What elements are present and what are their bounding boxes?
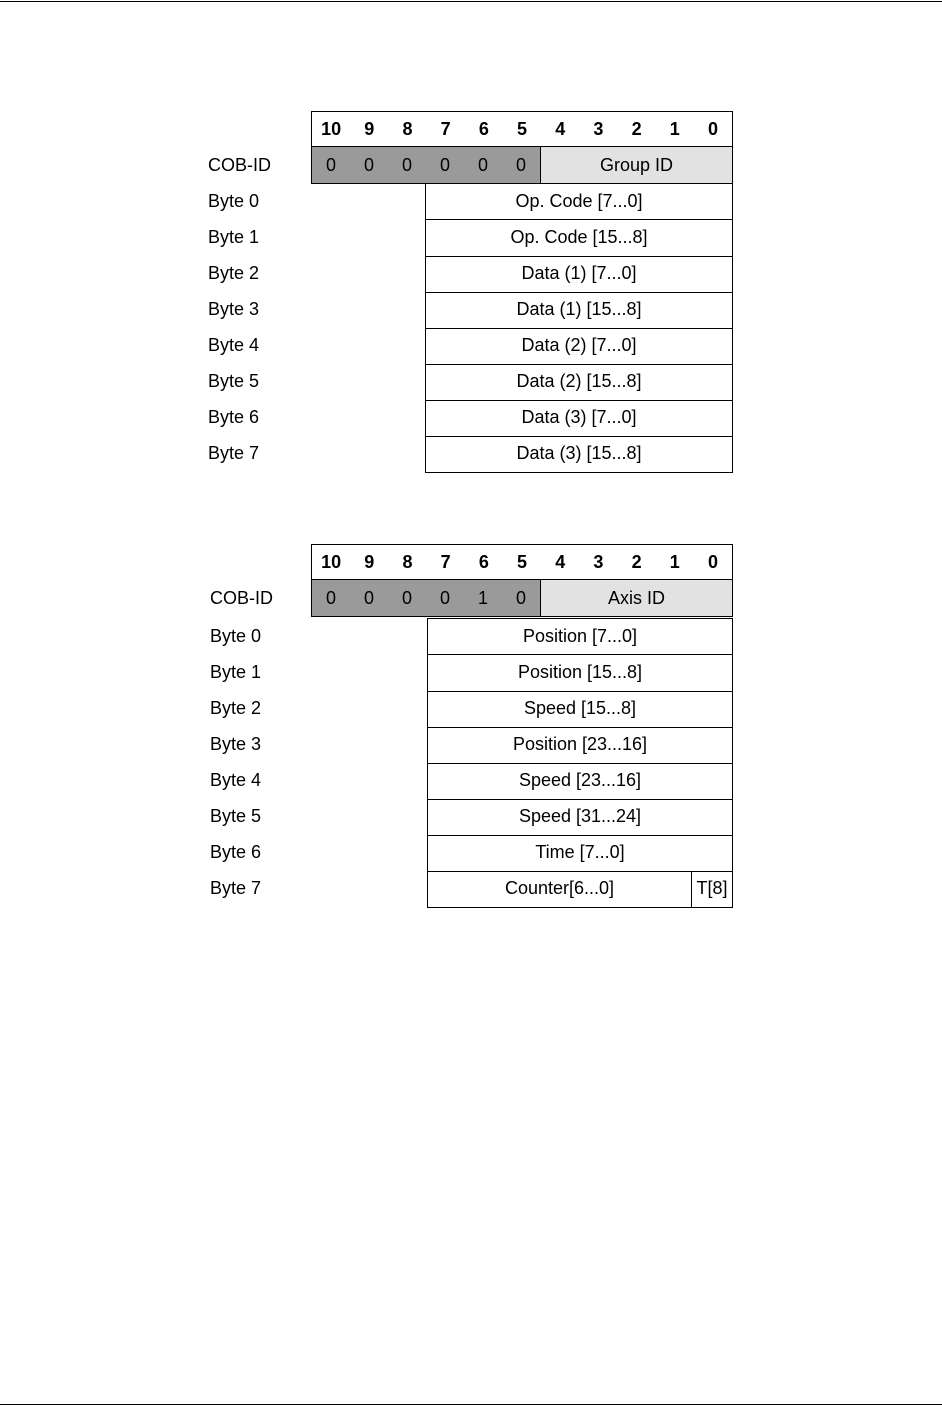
bit-1: 1 xyxy=(669,552,680,572)
bit-9: 9 xyxy=(364,552,375,572)
top-rule xyxy=(0,1,942,2)
byte-cell: Op. Code [7...0] xyxy=(425,183,733,220)
bit-8: 8 xyxy=(402,552,413,572)
byte-label: Byte 6 xyxy=(210,842,262,862)
byte-cell: Speed [15...8] xyxy=(427,691,733,728)
axis-id-field: Axis ID xyxy=(541,580,732,616)
byte-label: Byte 2 xyxy=(208,263,260,283)
byte-cell: Data (3) [7...0] xyxy=(425,400,733,437)
byte-label: Byte 1 xyxy=(208,227,260,247)
byte-cell: Op. Code [15...8] xyxy=(425,220,733,257)
byte-label: Byte 7 xyxy=(210,878,262,898)
bit-2: 2 xyxy=(631,552,642,572)
bit-6: 6 xyxy=(478,119,489,139)
byte-cell: Data (1) [7...0] xyxy=(425,256,733,293)
byte-cell: Speed [31...24] xyxy=(427,799,733,836)
bit-4: 4 xyxy=(555,552,566,572)
byte-cell: Time [7...0] xyxy=(427,835,733,872)
cob-id-label: COB-ID xyxy=(210,588,273,608)
byte-cell: Speed [23...16] xyxy=(427,763,733,800)
byte-label: Byte 5 xyxy=(210,806,262,826)
cob-id-bits xyxy=(311,580,733,617)
bit-4: 4 xyxy=(555,119,566,139)
bit-10: 10 xyxy=(321,119,342,139)
bit-9: 9 xyxy=(364,119,375,139)
cob-bit: 0 xyxy=(502,147,541,183)
bit-5: 5 xyxy=(517,552,528,572)
byte-cell: Position [15...8] xyxy=(427,655,733,692)
bit-7: 7 xyxy=(440,552,451,572)
byte-label: Byte 5 xyxy=(208,371,260,391)
counter-field: Counter[6...0] xyxy=(428,871,692,907)
byte-label: Byte 0 xyxy=(210,626,262,646)
byte-cell: Position [23...16] xyxy=(427,727,733,764)
cob-bit: 0 xyxy=(312,147,350,183)
cob-bit: 0 xyxy=(426,147,464,183)
bit-number-header xyxy=(311,544,733,580)
cob-bit: 0 xyxy=(426,580,464,616)
byte-label: Byte 1 xyxy=(210,662,262,682)
cob-bit: 0 xyxy=(312,580,350,616)
cob-bit: 0 xyxy=(388,580,426,616)
byte-cell: Position [7...0] xyxy=(427,618,733,655)
bit-0: 0 xyxy=(707,552,718,572)
byte-label: Byte 4 xyxy=(210,770,262,790)
cob-bit: 0 xyxy=(350,147,388,183)
bit-3: 3 xyxy=(593,552,604,572)
byte-label: Byte 7 xyxy=(208,443,260,463)
byte-cell-split xyxy=(427,871,733,908)
bit-number-header xyxy=(311,111,733,147)
bit-8: 8 xyxy=(402,119,413,139)
toggle-bit-field: T[8] xyxy=(696,878,728,898)
bit-5: 5 xyxy=(517,119,528,139)
cob-id-bits xyxy=(311,147,733,184)
byte-label: Byte 3 xyxy=(210,734,262,754)
cob-bit: 0 xyxy=(464,147,502,183)
bottom-rule xyxy=(0,1404,942,1405)
group-id-field: Group ID xyxy=(541,147,732,183)
cob-id-label: COB-ID xyxy=(208,155,271,175)
cob-bit: 0 xyxy=(388,147,426,183)
byte-cell: Data (3) [15...8] xyxy=(425,436,733,473)
byte-cell: Data (1) [15...8] xyxy=(425,292,733,329)
byte-label: Byte 6 xyxy=(208,407,260,427)
bit-2: 2 xyxy=(631,119,642,139)
byte-cell: Data (2) [7...0] xyxy=(425,328,733,365)
byte-label: Byte 3 xyxy=(208,299,260,319)
cob-bit: 0 xyxy=(350,580,388,616)
bit-3: 3 xyxy=(593,119,604,139)
cob-bit: 1 xyxy=(464,580,502,616)
byte-label: Byte 4 xyxy=(208,335,260,355)
byte-label: Byte 0 xyxy=(208,191,260,211)
bit-7: 7 xyxy=(440,119,451,139)
byte-label: Byte 2 xyxy=(210,698,262,718)
bit-0: 0 xyxy=(707,119,718,139)
bit-10: 10 xyxy=(321,552,342,572)
cob-bit: 0 xyxy=(502,580,541,616)
byte-cell: Data (2) [15...8] xyxy=(425,364,733,401)
bit-1: 1 xyxy=(669,119,680,139)
bit-6: 6 xyxy=(478,552,489,572)
